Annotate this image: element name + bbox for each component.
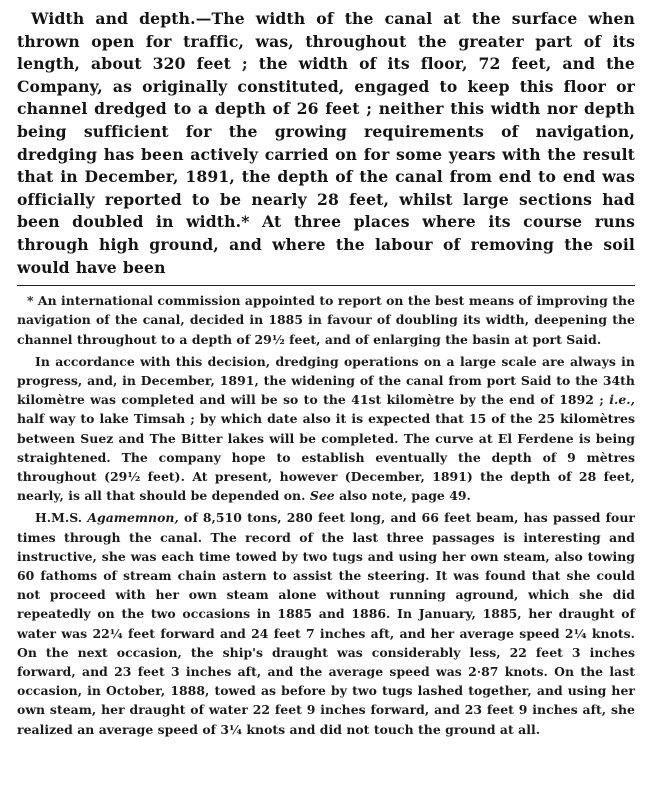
main-paragraph-body: —The width of the canal at the surface when thrown open for traffic, was, throughout the greater part of its length, about 320 feet ; the width of its floor, 72 feet, and the Company, as originally constituted, engaged to keep this floor or channel dredged to a depth of 26 feet ; neither this width nor depth being sufficient for the growing requirements of navigation, dredging has been actively carried on for some years with the result that in December, 1891, the depth of the canal from end to end was officially reported to be nearly 28 feet, whilst large sections had been doubled in width.* At three places where its course runs through high ground, and where the labour of removing the soil would have been bbox=[17, 9, 636, 277]
footnote-agamemnon-ship: Agamemnon, bbox=[87, 510, 179, 526]
footnote-dredging-part1: In accordance with this decision, dredging operations on a large scale are always in progress, and, in December, 1891, the widening of the canal from port Said to the 34th kilomètre was completed and will be so to the 41st kilomètre by the end of 1892 ; bbox=[17, 353, 635, 408]
footnote-divider bbox=[17, 285, 635, 286]
footnote-commission: * An international commission appointed to report on the best means of improving the navigation of the canal, decided in 1885 in favour of doubling its width, deepening the channel throughout to a depth of 29½ feet, and of enlarging the basin at port Said. bbox=[17, 293, 635, 347]
footnote-dredging bbox=[17, 352, 635, 506]
footnote-agamemnon-part2: of 8,510 tons, 280 feet long, and 66 feet beam, has passed four times through the canal. The record of the last three passages is interesting and instructive, she was each time towed by two tugs and using her own steam, also towing 60 fathoms of stream chain astern to assist the steering. It was found that she could not proceed with her own steam alone without running aground, which she did repeatedly on the two occasions in 1885 and 1886. In January, 1885, her draught of water was 22¼ feet forward and 24 feet 7 inches aft, and her average speed 2¼ knots. On the next occasion, the ship's draught was considerably less, 22 feet 3 inches forward, and 23 feet 3 inches aft, and the average speed was 2·87 knots. On the last occasion, in October, 1888, towed as before by two tugs lashed together, and using her own steam, her draught of water 22 feet 9 inches forward, and 23 feet 9 inches aft, she realized an average speed of 3¼ knots and did not touch the ground at all. bbox=[17, 510, 635, 737]
footnote-agamemnon-part1: H.M.S. bbox=[35, 510, 88, 526]
footnote-dredging-part2: half way to lake Timsah ; by which date also it is expected that 15 of the 25 kilomètres between Suez and The Bitter lakes will be completed. The curve at El Ferdene is being straightened. The company hope to establish eventually the depth of 9 mètres throughout (29½ feet). At present, however (December, 1891) the depth of 28 feet, nearly, is all that should be depended on. bbox=[17, 411, 635, 504]
footnote-agamemnon bbox=[17, 508, 635, 738]
main-paragraph bbox=[17, 0, 635, 279]
footnote-dredging-part3: also note, page 49. bbox=[334, 488, 471, 504]
section-heading: Width and depth. bbox=[31, 9, 196, 28]
footnote-dredging-ie: i.e., bbox=[609, 392, 635, 408]
footnote-dredging-see: See bbox=[309, 488, 335, 504]
